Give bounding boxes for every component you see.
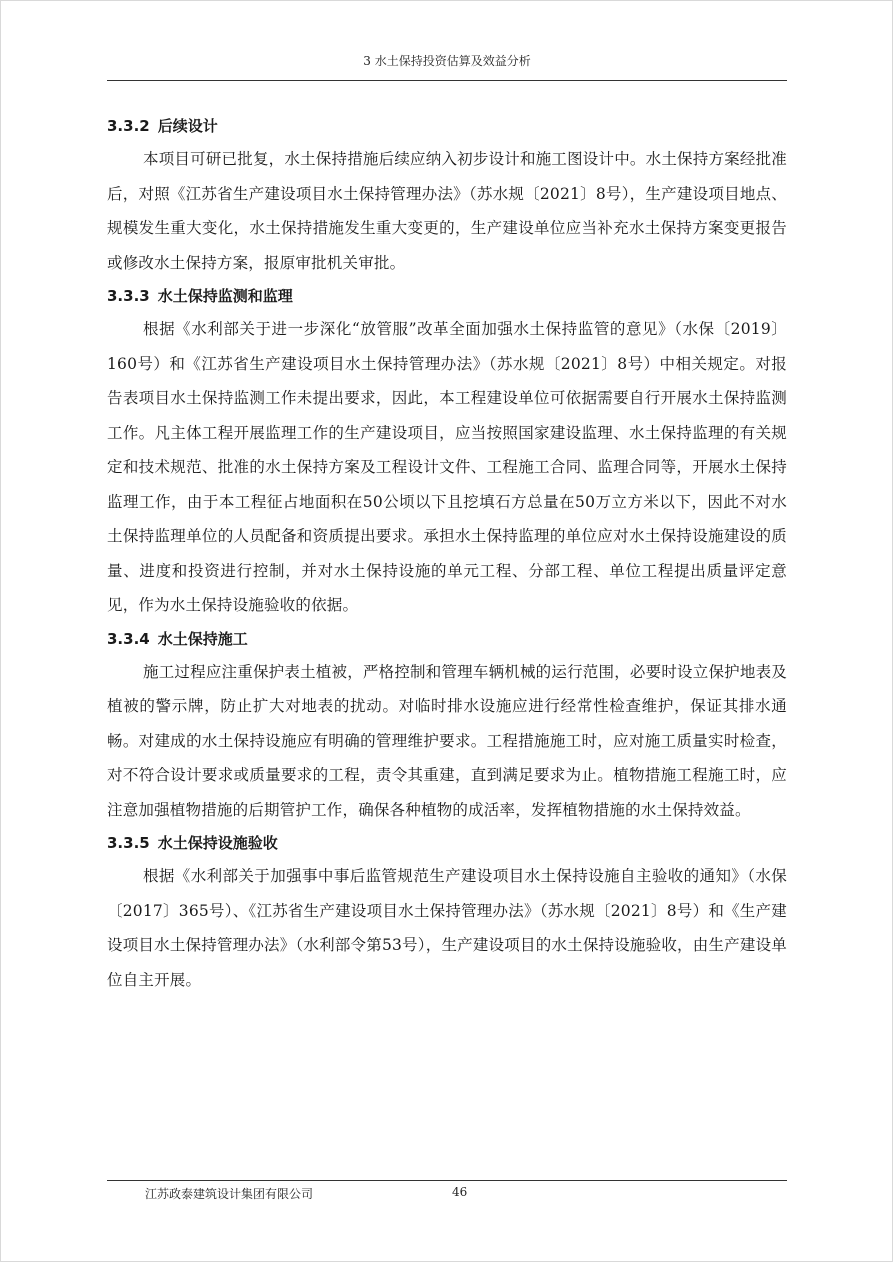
section-paragraph: 根据《水利部关于进一步深化“放管服”改革全面加强水土保持监管的意见》（水保〔2019〕160号）和《江苏省生产建设项目水土保持管理办法》（苏水规〔2021〕8号）中相关规定。对报告表项目水土保持监测工作未提出要求，因此，本工程建设单位可依据需要自行开展水土保持监测工作。凡主体工程开展监理工作的生产建设项目，应当按照国家建设监理、水土保持监理的有关规定和技术规范、批准的水土保持方案及工程设计文件、工程施工合同、监理合同等，开展水土保持监理工作，由于本工程征占地面积在50公顷以下且挖填石方总量在50万立方米以下，因此不对水土保持监理单位的人员配备和资质提出要求。承担水土保持监理的单位应对水土保持设施建设的质量、进度和投资进行控制，并对水土保持设施的单元工程、分部工程、单位工程提出质量评定意见，作为水土保持设施验收的依据。 (107, 320, 787, 614)
header-rule (107, 80, 787, 81)
section-number: 3.3.3 (107, 287, 150, 305)
section-heading-332 (107, 110, 787, 142)
section-title: 后续设计 (157, 117, 218, 135)
footer-rule (107, 1180, 787, 1181)
section-number: 3.3.5 (107, 834, 150, 852)
section-title: 水土保持施工 (157, 629, 248, 648)
section-number: 3.3.4 (107, 629, 150, 648)
section-title: 水土保持监测和监理 (157, 287, 293, 305)
section-paragraph: 根据《水利部关于加强事中事后监管规范生产建设项目水土保持设施自主验收的通知》（水保〔2017〕365号）、《江苏省生产建设项目水土保持管理办法》（苏水规〔2021〕8号）和《生产建设项目水土保持管理办法》（水利部令第53号），生产建设项目的水土保持设施验收，由生产建设单位自主开展。 (107, 867, 787, 989)
page-number: 46 (452, 1185, 468, 1199)
section-heading-333 (107, 280, 787, 312)
footer-company: 江苏政泰建筑设计集团有限公司 (145, 1187, 314, 1201)
section-paragraph: 施工过程应注重保护表土植被，严格控制和管理车辆机械的运行范围，必要时设立保护地表及植被的警示牌，防止扩大对地表的扰动。对临时排水设施应进行经常性检查维护，保证其排水通畅。对建成的水土保持设施应有明确的管理维护要求。工程措施施工时，应对施工质量实时检查，对不符合设计要求或质量要求的工程，责令其重建，直到满足要求为止。植物措施工程施工时，应注意加强植物措施的后期管护工作，确保各种植物的成活率，发挥植物措施的水土保持效益。 (107, 662, 787, 819)
document-body (107, 110, 787, 997)
section-number: 3.3.2 (107, 117, 150, 135)
section-paragraph: 本项目可研已批复，水土保持措施后续应纳入初步设计和施工图设计中。水土保持方案经批准后，对照《江苏省生产建设项目水土保持管理办法》（苏水规〔2021〕8号），生产建设项目地点、规模发生重大变化，水土保持措施发生重大变更的，生产建设单位应当补充水土保持方案变更报告或修改水土保持方案，报原审批机关审批。 (107, 150, 787, 272)
section-heading-334 (107, 623, 787, 655)
section-heading-335 (107, 827, 787, 859)
section-title: 水土保持设施验收 (157, 834, 278, 852)
page-header: 3 水土保持投资估算及效益分析 (363, 54, 531, 68)
